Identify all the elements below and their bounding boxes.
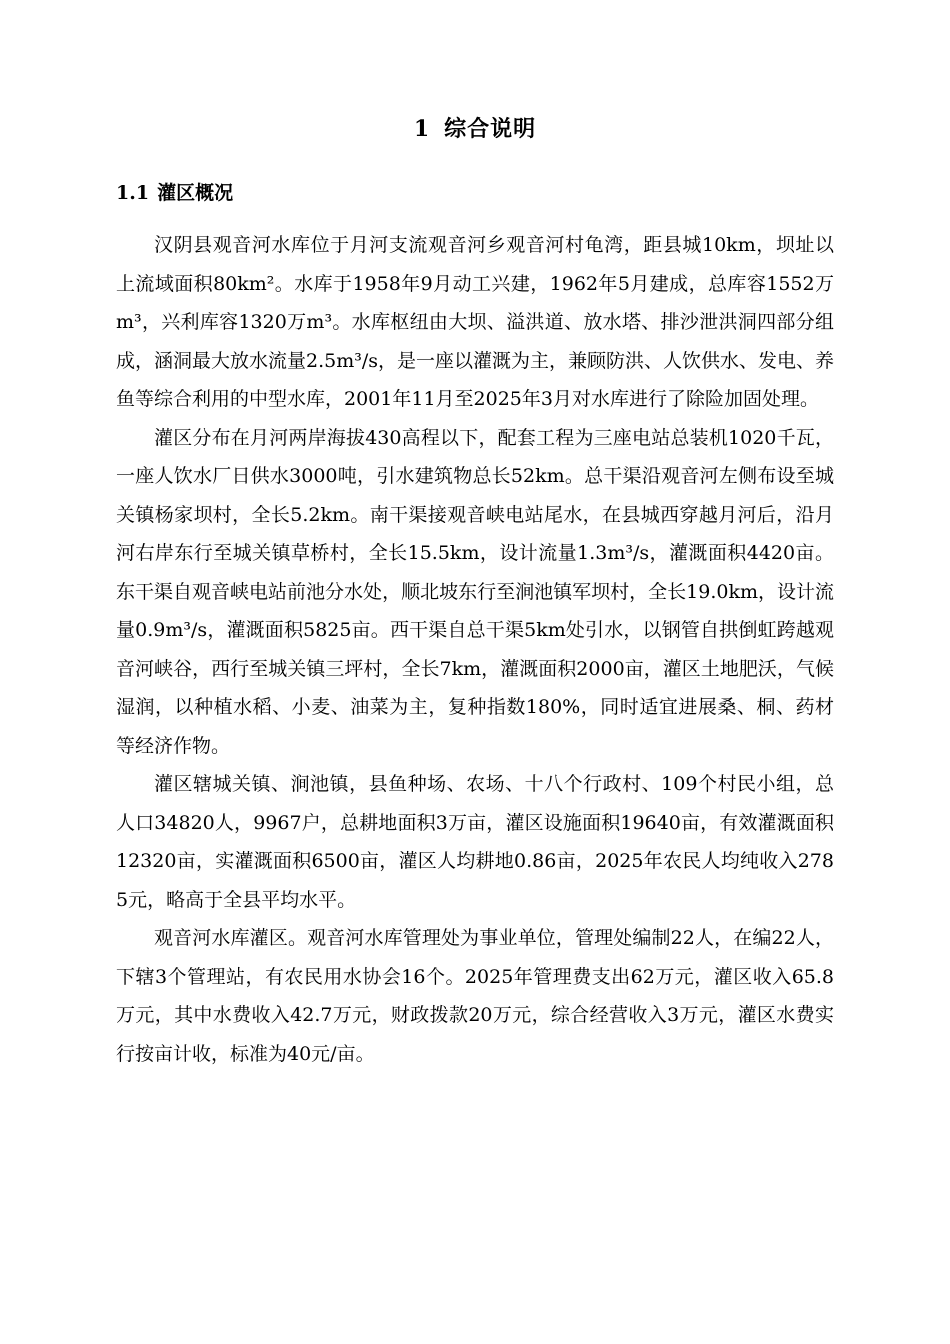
paragraph-reservoir-overview: 汉阴县观音河水库位于月河支流观音河乡观音河村龟湾，距县城10km，坝址以上流域面积80km²。水库于1958年9月动工兴建，1962年5月建成，总库容1552万m³，兴利库容1320万m³。水库枢纽由大坝、溢洪道、放水塔、排沙泄洪洞四部分组成，涵洞最大放水流量2.5m³/s，是一座以灌溉为主，兼顾防洪、人饮供水、发电、养鱼等综合利用的中型水库，2001年11月至2025年3月对水库进行了除险加固处理。 xyxy=(116,234,835,410)
section-heading xyxy=(116,178,233,208)
section-body xyxy=(116,226,834,1073)
chapter-number: 1 xyxy=(413,116,431,142)
chapter-title-text: 综合说明 xyxy=(444,116,537,142)
paragraph-irrigation-population: 灌区辖城关镇、涧池镇，县鱼种场、农场、十八个行政村、109个村民小组，总人口34820人，9967户，总耕地面积3万亩，灌区设施面积19640亩，有效灌溉面积12320亩，实灌溉面积6500亩，灌区人均耕地0.86亩，2025年农民人均纯收入2785元，略高于全县平均水平。 xyxy=(116,773,834,911)
section-number: 1.1 xyxy=(116,182,150,204)
section-heading-text: 灌区概况 xyxy=(157,182,234,204)
paragraph-management: 观音河水库灌区。观音河水库管理处为事业单位，管理处编制22人，在编22人，下辖3个管理站，有农民用水协会16个。2025年管理费支出62万元，灌区收入65.8万元，其中水费收入42.7万元，财政拨款20万元，综合经营收入3万元，灌区水费实行按亩计收，标准为40元/亩。 xyxy=(116,927,834,1065)
chapter-title xyxy=(0,112,950,146)
paragraph-irrigation-canals: 灌区分布在月河两岸海拔430高程以下，配套工程为三座电站总装机1020千瓦，一座人饮水厂日供水3000吨，引水建筑物总长52km。总干渠沿观音河左侧布设至城关镇杨家坝村，全长5.2km。南干渠接观音峡电站尾水，在县城西穿越月河后，沿月河右岸东行至城关镇草桥村，全长15.5km，设计流量1.3m³/s，灌溉面积4420亩。东干渠自观音峡电站前池分水处，顺北坡东行至涧池镇军坝村，全长19.0km，设计流量0.9m³/s，灌溉面积5825亩。西干渠自总干渠5km处引水，以钢管自拱倒虹跨越观音河峡谷，西行至城关镇三坪村，全长7km，灌溉面积2000亩，灌区土地肥沃，气候湿润，以种植水稻、小麦、油菜为主，复种指数180%，同时适宜进展桑、桐、药材等经济作物。 xyxy=(116,426,834,757)
